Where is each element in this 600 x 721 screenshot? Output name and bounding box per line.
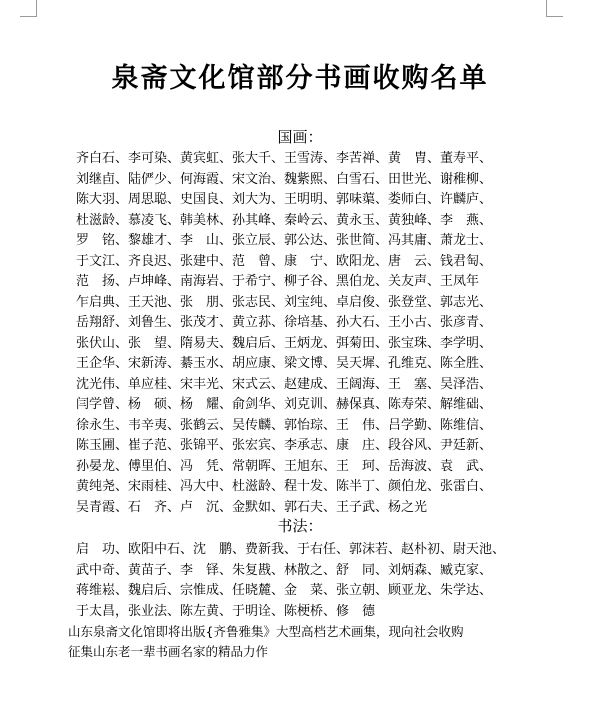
name-list-line: 吴青霞、石 齐、卢 沉、金默如、郭石夫、王子武、杨之光 [76, 499, 428, 515]
name-list-line: 于太昌，张业法、陈左黄、于明诠、陈梗桥、修 德 [76, 603, 376, 619]
name-list-line: 徐永生、韦辛夷、张鹤云、吴传麟、郭怡琮、王 伟、吕学勤、陈维信、 [76, 417, 493, 433]
collection-notice [68, 622, 538, 662]
name-list-line: 范 扬、卢坤峰、南海岩、于希宁、柳子谷、黑伯龙、关友声、王凤年 [76, 274, 480, 289]
name-list-line: 蒋维崧、魏启后、宗惟成、任晓麓、金 菜、张立朝、顾亚龙、朱学达、 [76, 583, 493, 598]
name-list-line: 张伏山、张 望、隋易夫、魏启后、王炳龙、弭菊田、张宝珠、李学明、 [76, 335, 493, 351]
name-list-line: 陈玉圃、崔子范、张锦平、张宏宾、李承志、康 庄、段谷风、尹廷新、 [76, 438, 493, 453]
page-corner-mark-top-left [20, 0, 37, 17]
name-list-line: 杜滋龄、慕凌飞、韩美林、孙其峰、秦岭云、黄永玉、黄独峰、李 燕、 [76, 212, 493, 228]
section-heading-shufa: 书法： [277, 517, 323, 535]
name-list-line: 黄纯尧、宋雨桂、冯大中、杜滋龄、程十发、陈半丁、颜伯龙、张雷白、 [76, 479, 493, 494]
name-list-line: 乍启典、王天池、张 朋、张志民、刘宝纯、卓启俊、张登堂、郭志光、 [76, 294, 493, 310]
document-title: 泉斋文化馆部分书画收购名单 [111, 63, 489, 94]
guohua-name-list [76, 149, 536, 518]
notice-line: 山东泉斋文化馆即将出版{齐鲁雅集》大型高档艺术画集，现向社会收购 [68, 624, 464, 639]
name-list-line: 罗 铭、黎雄才、李 山、张立辰、郭公达、张世简、冯其庸、萧龙士、 [76, 233, 493, 248]
name-list-line: 齐白石、李可染、黄宾虹、张大千、王雪涛、李苦禅、黄 胄、董寿平、 [76, 151, 493, 166]
name-list-line: 沈光伟、单应桂、宋丰光、宋式云、赵建成、王阔海、王 塞、吴泽浩、 [76, 376, 493, 392]
name-list-line: 王企华、宋新涛、綦玉水、胡应康、梁文博、吴天墀、孔维克、陈全胜、 [76, 356, 493, 371]
name-list-line: 闫学曾、杨 硕、杨 耀、俞剑华、刘克训、赫保真、陈寿荣、解维础、 [76, 397, 493, 412]
name-list-line: 武中奇、黄苗子、李 铎、朱复戡、林散之、舒 同、刘炳森、臧克家、 [76, 562, 493, 578]
notice-line: 征集山东老一辈书画名家的精品力作 [68, 644, 269, 659]
name-list-line: 陈大羽、周思聪、史国良、刘大为、王明明、郭味蕖、娄师白、许麟庐、 [76, 192, 493, 207]
name-list-line: 刘继卣、陆俨少、何海霞、宋文治、魏紫熙、白雪石、田世光、谢稚柳、 [76, 171, 493, 187]
page-corner-mark-top-right [546, 0, 563, 17]
name-list-line: 启 功、欧阳中石、沈 鹏、费新我、于右任、郭沫若、赵朴初、尉天池、 [76, 542, 506, 557]
shufa-name-list [76, 540, 536, 622]
name-list-line: 孙晏龙、傅里伯、冯 凭、常朝晖、王旭东、王 珂、岳海波、袁 武、 [76, 458, 493, 474]
name-list-line: 岳翔舒、刘鲁生、张茂才、黄立荪、徐培基、孙大石、王小古、张彦青、 [76, 315, 493, 330]
name-list-line: 于文江、齐良迟、张建中、范 曾、康 宁、欧阳龙、唐 云、钱君匋、 [76, 253, 493, 269]
section-heading-guohua: 国画： [277, 128, 323, 146]
